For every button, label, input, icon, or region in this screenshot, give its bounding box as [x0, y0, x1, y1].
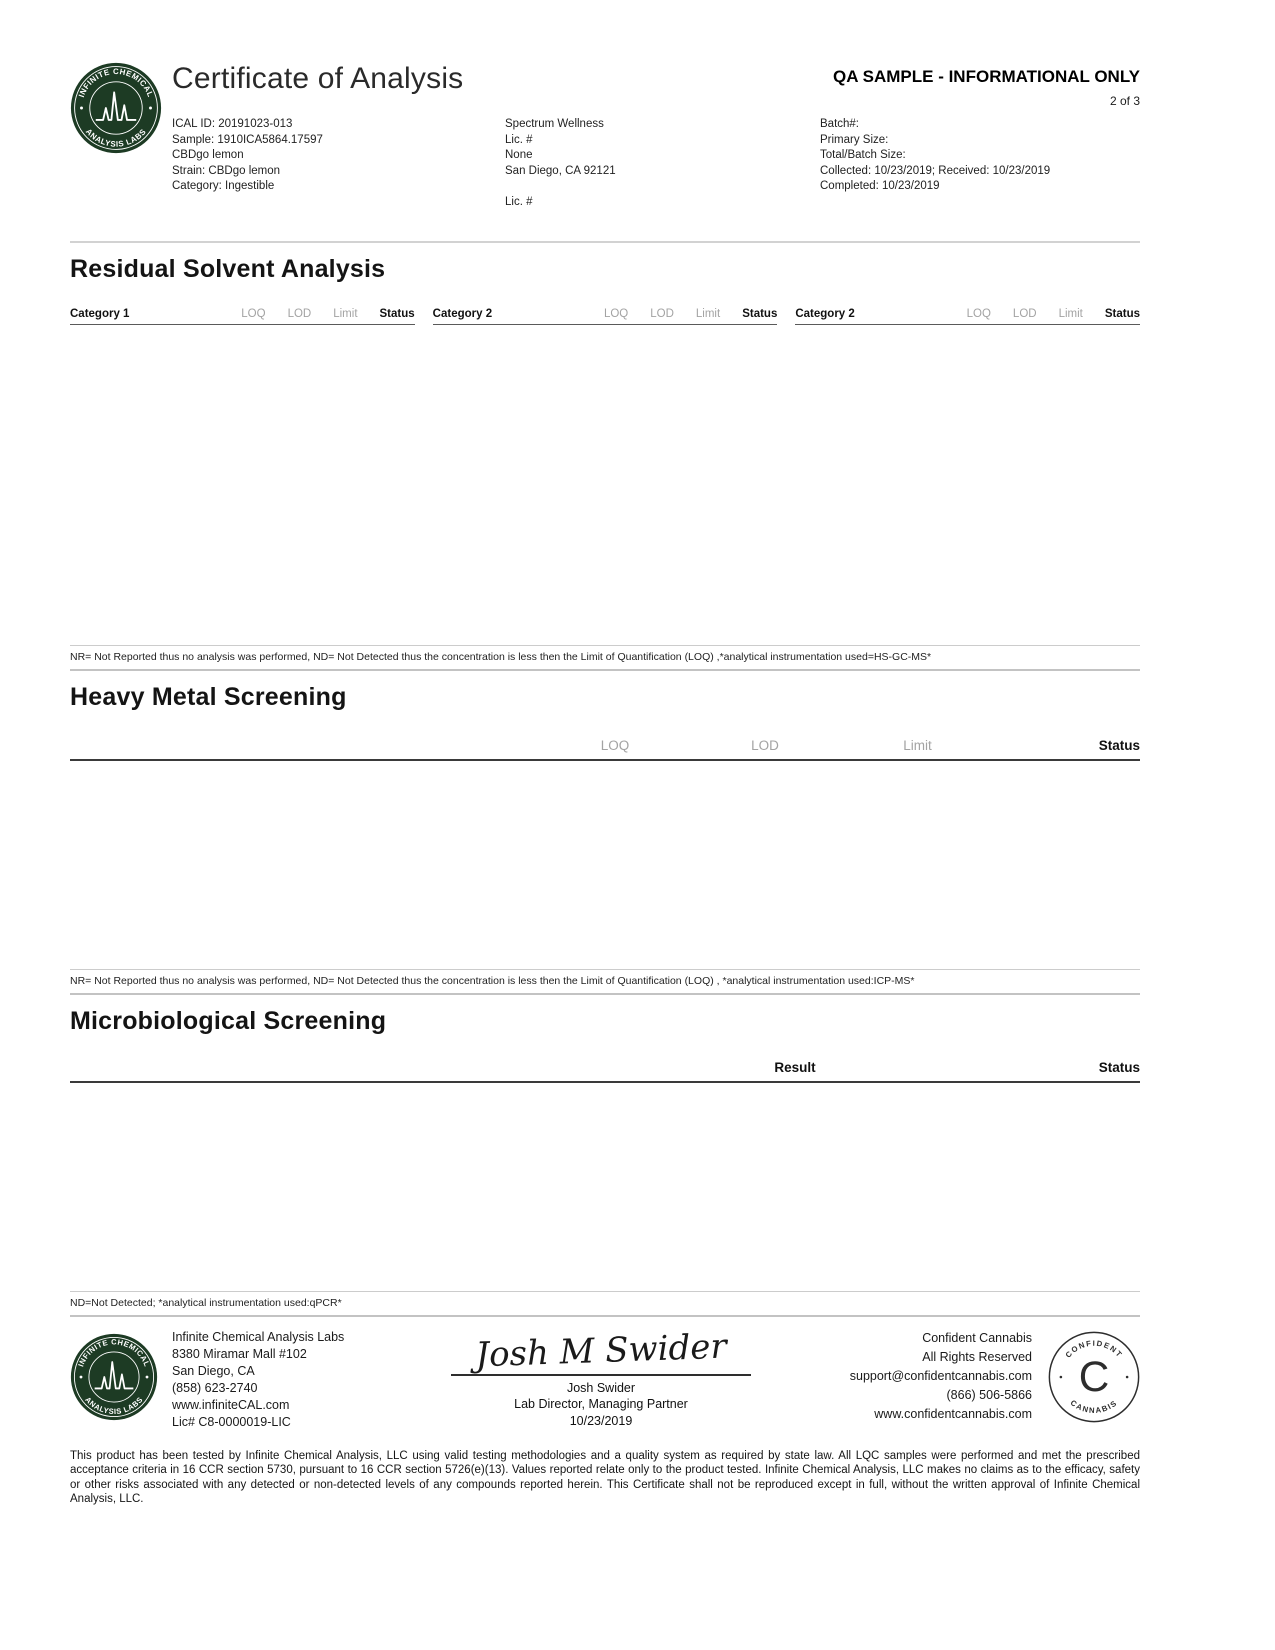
- sample-strain: Strain: CBDgo lemon: [172, 164, 281, 177]
- client-city: San Diego, CA 92121: [505, 164, 616, 177]
- spacer: [505, 179, 820, 195]
- micro-table-header: [70, 1060, 1140, 1083]
- cc-arc-bottom-text: CANNABIS: [1068, 1397, 1120, 1415]
- ical-logo-graphic-footer: [70, 1333, 158, 1421]
- cc-website: www.confidentcannabis.com: [874, 1406, 1032, 1421]
- confident-cannabis-info: [822, 1329, 1032, 1424]
- signature-date: 10/23/2019: [569, 1413, 633, 1428]
- cc-arc-top-text: CONFIDENT: [1063, 1338, 1125, 1360]
- svg-text:CANNABIS: [1069, 1398, 1120, 1415]
- batch-label: Batch#:: [820, 118, 859, 130]
- ical-logo-footer: [70, 1333, 158, 1421]
- lab-address-1: 8380 Miramar Mall #102: [172, 1346, 307, 1361]
- rsa-col-limit-3: Limit: [1058, 307, 1083, 320]
- sample-ical-id: ICAL ID: 20191023-013: [172, 118, 293, 130]
- client-distributor: None: [505, 149, 533, 162]
- lab-address-2: San Diego, CA: [172, 1363, 255, 1378]
- section-divider: [70, 241, 1140, 243]
- lab-phone: (858) 623-2740: [172, 1380, 258, 1395]
- rsa-col-lod-3: LOD: [1012, 307, 1037, 320]
- logo-arc-bottom-text: ANALYSIS LABS: [83, 127, 149, 149]
- rsa-col-loq-2: LOQ: [603, 307, 629, 320]
- client-name: Spectrum Wellness: [505, 118, 604, 130]
- lab-license: Lic# C8-0000019-LIC: [172, 1414, 291, 1429]
- micro-table-body: [70, 1083, 1140, 1291]
- micro-col-result: Result: [774, 1059, 816, 1075]
- sample-category: Category: Ingestible: [172, 180, 275, 193]
- rsa-header-group-2: [433, 308, 778, 325]
- title-row: [172, 62, 1140, 108]
- rsa-header-group-1: [70, 308, 415, 325]
- certificate-page: [70, 62, 1140, 1507]
- batch-completed: Completed: 10/23/2019: [820, 180, 940, 193]
- lab-contact-info: [172, 1329, 380, 1431]
- micro-footnote: ND=Not Detected; *analytical instrumentation used:qPCR*: [70, 1291, 1140, 1317]
- confident-cannabis-logo-graphic: [1048, 1331, 1140, 1423]
- micro-col-status: Status: [1098, 1059, 1140, 1075]
- hm-col-limit: Limit: [903, 737, 932, 753]
- header-main: [172, 62, 1140, 211]
- rsa-col-category-1: Category 1: [70, 307, 130, 320]
- rsa-col-category-2: Category 2: [432, 307, 493, 320]
- rsa-col-loq-1: LOQ: [241, 307, 266, 320]
- qa-sample-label: QA SAMPLE - INFORMATIONAL ONLY: [833, 67, 1140, 86]
- rsa-col-status-1: Status: [379, 307, 415, 320]
- hm-col-loq: LOQ: [600, 737, 630, 753]
- residual-solvent-table-body: [70, 325, 1140, 645]
- page-number: 2 of 3: [1109, 94, 1140, 108]
- residual-solvent-footnote: NR= Not Reported thus no analysis was performed, ND= Not Detected thus the concentration is less then the Limit of Quantification (LOQ) ,*analytical instrumentation used=HS-GC-MS*: [70, 645, 1140, 671]
- rsa-col-category-3: Category 2: [795, 307, 855, 320]
- batch-collected: Collected: 10/23/2019; Received: 10/23/2019: [820, 164, 1051, 177]
- batch-primary-size: Primary Size:: [820, 133, 889, 146]
- cc-email: support@confidentcannabis.com: [849, 1368, 1032, 1383]
- ical-logo-graphic: [70, 62, 162, 154]
- cc-name: Confident Cannabis: [922, 1330, 1032, 1345]
- logo-arc-top-text: INFINITE CHEMICAL: [76, 1336, 152, 1368]
- batch-total-size: Total/Batch Size:: [820, 149, 906, 162]
- signature-block: [380, 1326, 822, 1428]
- cc-phone: (866) 506-5866: [946, 1387, 1032, 1402]
- micro-title: Microbiological Screening: [70, 1006, 387, 1035]
- batch-info: [820, 117, 1140, 211]
- header: [70, 62, 1140, 211]
- signature-script: Josh M Swider: [474, 1326, 728, 1375]
- sample-product: CBDgo lemon: [172, 149, 244, 162]
- signer-name: Josh Swider: [566, 1380, 636, 1395]
- page-title: Certificate of Analysis: [172, 62, 464, 95]
- hm-col-lod: LOD: [751, 737, 779, 753]
- rsa-col-loq-3: LOQ: [966, 307, 991, 320]
- residual-solvent-title: Residual Solvent Analysis: [70, 254, 386, 283]
- client-license-label-2: Lic. #: [505, 195, 533, 208]
- qa-block: [833, 62, 1140, 108]
- sample-id: Sample: 1910ICA5864.17597: [172, 133, 323, 146]
- residual-solvent-table-header: [70, 308, 1140, 325]
- rsa-col-limit-1: Limit: [333, 307, 358, 320]
- heavy-metal-table-header: [70, 738, 1140, 761]
- heavy-metal-table-body: [70, 761, 1140, 969]
- rsa-col-limit-2: Limit: [695, 307, 721, 320]
- cc-letter-c: C: [1078, 1352, 1110, 1400]
- cc-rights: All Rights Reserved: [922, 1349, 1032, 1364]
- lab-website: www.infiniteCAL.com: [172, 1397, 290, 1412]
- client-info: [505, 117, 820, 211]
- logo-arc-top-text: INFINITE CHEMICAL: [76, 66, 156, 99]
- footer: [70, 1326, 1140, 1431]
- logo-arc-bottom-text: ANALYSIS LABS: [83, 1394, 145, 1416]
- signer-role: Lab Director, Managing Partner: [514, 1396, 688, 1411]
- rsa-col-lod-1: LOD: [287, 307, 312, 320]
- heavy-metal-title: Heavy Metal Screening: [70, 682, 347, 711]
- rsa-col-status-3: Status: [1104, 307, 1141, 320]
- ical-logo: [70, 62, 162, 154]
- confident-cannabis-logo: [1048, 1331, 1140, 1423]
- rsa-header-group-3: [795, 308, 1140, 325]
- hm-col-status: Status: [1098, 737, 1140, 753]
- heavy-metal-footnote: NR= Not Reported thus no analysis was performed, ND= Not Detected thus the concentration is less then the Limit of Quantification (LOQ) , *analytical instrumentation used:ICP-MS*: [70, 969, 1140, 995]
- sample-info: [172, 117, 505, 211]
- lab-name: Infinite Chemical Analysis Labs: [172, 1329, 345, 1344]
- client-license-label: Lic. #: [505, 133, 533, 146]
- disclaimer-text: This product has been tested by Infinite Chemical Analysis, LLC using valid testing methodologies and a quality system as required by state law. All LQC samples were performed and met the prescribed acceptance criteria in 16 CCR section 5730, pursuant to 16 CCR section 5726(e)(13). Values reported relate only to the product tested. Infinite Chemical Analysis, LLC makes no claims as to the efficacy, safety or other risks associated with any detected or non-detected levels of any compounds reported herein. This Certificate shall not be reproduced except in full, without the written approval of Infinite Chemical Analysis, LLC.: [70, 1449, 1140, 1506]
- rsa-col-lod-2: LOD: [650, 307, 674, 320]
- rsa-col-status-2: Status: [742, 307, 778, 320]
- header-info-columns: [172, 117, 1140, 211]
